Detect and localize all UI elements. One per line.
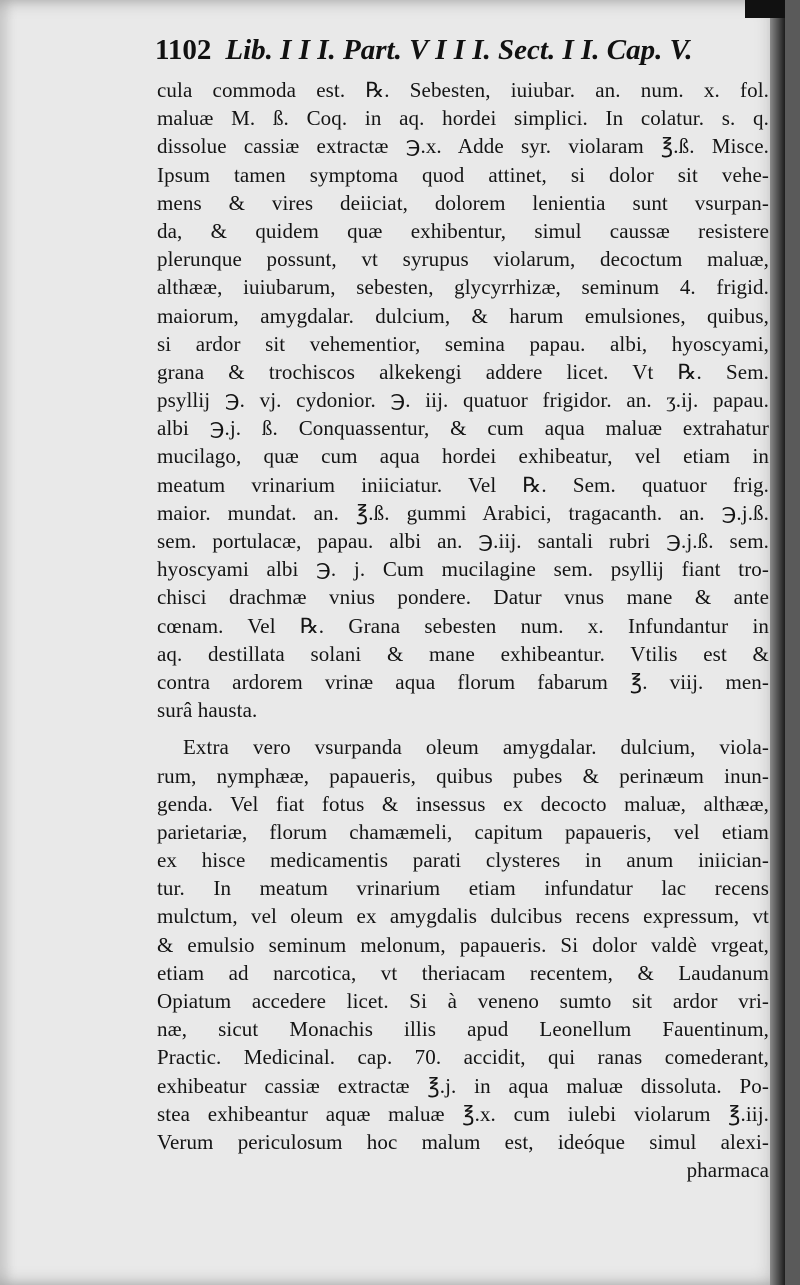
text-line: Ipsum tamen symptoma quod attinet, si dolor sit vehe- — [157, 162, 769, 187]
text-line: hyoscyami albi ℈. j. Cum mucilagine sem. psyllij fiant tro- — [157, 557, 769, 582]
text-line: althææ, iuiubarum, sebesten, glycyrrhizæ, seminum 4. frigid. — [157, 275, 769, 300]
body-text — [157, 76, 769, 1184]
text-line: dissolue cassiæ extractæ ℈.x. Adde syr. violaram ℥.ß. Misce. — [157, 134, 769, 159]
text-line: rum, nymphææ, papaueris, quibus pubes & perinæum inun- — [157, 763, 769, 788]
text-line: tur. In meatum vrinarium etiam infundatur lac recens — [157, 876, 769, 901]
text-line: si ardor sit vehementior, semina papau. albi, hyoscyami, — [157, 331, 769, 356]
text-line: plerunque possunt, vt syrupus violarum, decoctum maluæ, — [157, 247, 769, 272]
text-line: parietariæ, florum chamæmeli, capitum papaueris, vel etiam — [157, 819, 769, 844]
text-line: aq. destillata solani & mane exhibeantur. Vtilis est & — [157, 641, 769, 666]
text-line: cula commoda est. ℞. Sebesten, iuiubar. an. num. x. fol. — [157, 78, 769, 102]
text-line: genda. Vel fiat fotus & insessus ex decocto maluæ, althææ, — [157, 791, 769, 816]
text-line: næ, sicut Monachis illis apud Leonellum Fauentinum, — [157, 1017, 769, 1042]
text-line: ex hisce medicamentis parati clysteres in anum iniician- — [157, 848, 769, 873]
text-line: mulctum, vel oleum ex amygdalis dulcibus recens expressum, vt — [157, 904, 769, 929]
text-line: stea exhibeantur aquæ maluæ ℥.x. cum iulebi violarum ℥.iij. — [157, 1101, 769, 1126]
running-header — [155, 34, 770, 67]
text-line: cœnam. Vel ℞. Grana sebesten num. x. Infundantur in — [157, 613, 769, 638]
text-line: & emulsio seminum melonum, papaueris. Si dolor valdè vrgeat, — [157, 932, 769, 957]
paragraph-start-line: Extra vero vsurpanda oleum amygdalar. dulcium, viola- — [183, 735, 769, 760]
text-line: maiorum, amygdalar. dulcium, & harum emulsiones, quibus, — [157, 303, 769, 328]
text-line: da, & quidem quæ exhibentur, simul caussæ resistere — [157, 218, 769, 243]
text-line: maior. mundat. an. ℥.ß. gummi Arabici, tragacanth. an. ℈.j.ß. — [157, 500, 769, 525]
page-number: 1102 — [155, 34, 212, 66]
text-line: grana & trochiscos alkekengi addere licet. Vt ℞. Sem. — [157, 359, 769, 384]
text-line: maluæ M. ß. Coq. in aq. hordei simplici. In colatur. s. q. — [157, 106, 769, 131]
text-line: chisci drachmæ vnius pondere. Datur vnus mane & ante — [157, 585, 769, 610]
catchword: pharmaca — [686, 1158, 769, 1183]
text-line: surâ hausta. — [157, 698, 258, 723]
text-line: etiam ad narcotica, vt theriacam recentem, & Laudanum — [157, 960, 769, 985]
text-line: Opiatum accedere licet. Si à veneno sumto sit ardor vri- — [157, 989, 769, 1013]
text-line: Practic. Medicinal. cap. 70. accidit, qui ranas comederant, — [157, 1045, 769, 1070]
text-line: mens & vires deiiciat, dolorem lenientia sunt vsurpan- — [157, 190, 769, 215]
text-line: contra ardorem vrinæ aqua florum fabarum ℥. viij. men- — [157, 669, 769, 694]
text-line: Verum periculosum hoc malum est, ideóque simul alexi- — [157, 1129, 769, 1154]
text-line: psyllij ℈. vj. cydonior. ℈. iij. quatuor frigidor. an. ʒ.ij. papau. — [157, 388, 769, 413]
text-line: mucilago, quæ cum aqua hordei exhibeatur, vel etiam in — [157, 444, 769, 469]
running-title: Lib. I I I. Part. V I I I. Sect. I I. Cap. V. — [225, 34, 693, 66]
text-line: sem. portulacæ, papau. albi an. ℈.iij. santali rubri ℈.j.ß. sem. — [157, 529, 769, 553]
text-line: meatum vrinarium iniiciatur. Vel ℞. Sem. quatuor frig. — [157, 472, 769, 497]
page-corner — [745, 0, 785, 18]
text-line: albi ℈.j. ß. Conquassentur, & cum aqua maluæ extrahatur — [157, 416, 769, 441]
text-line: exhibeatur cassiæ extractæ ℥.j. in aqua maluæ dissoluta. Po- — [157, 1073, 769, 1098]
page-edge-shadow — [770, 0, 785, 1285]
